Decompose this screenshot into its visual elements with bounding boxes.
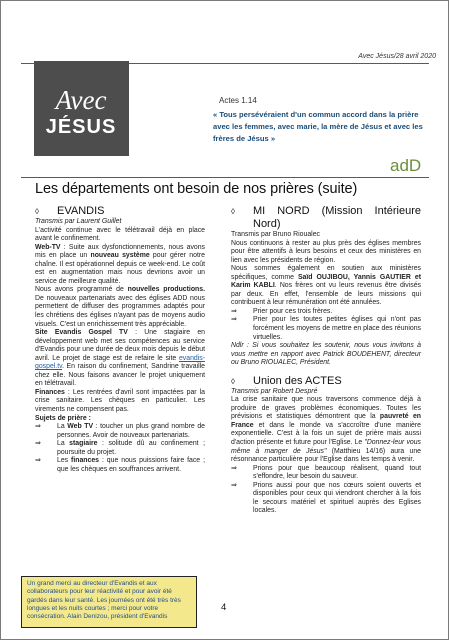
bullet-icon: ◊ bbox=[35, 207, 39, 216]
page-title: Les départements ont besoin de nos prières (suite) bbox=[35, 181, 358, 197]
thanks-box: Un grand merci au directeur d'Evandis et aux collaborateurs pour leur réactivité et pour avoir été gardés dans leur santé. Les journées ont été très très longues et les nuits courtes ; merci pour votre consécration. Alain Denizou, président d'Evandis bbox=[21, 576, 197, 628]
bullet-icon: ◊ bbox=[231, 207, 235, 216]
mi-nord-p1: Nous continuons à rester au plus près des églises membres pour être attentifs à leurs besoins et ceux des ministères en lien avec les présidents de région. bbox=[231, 239, 421, 264]
left-column bbox=[35, 205, 205, 474]
evandis-heading bbox=[35, 205, 205, 218]
evandis-p4: Site Evandis Gospel TV : Une stagiaire en développement web met ses compétences au service d'Evandis pour une durée de deux mois depuis le début avril. Le projet de stage est de refaire le site evandis-gospel.tv. En raison du confinement, Sandrine travaille chez elle. Nous faisons avancer le projet uniquement en télétravail. bbox=[35, 329, 205, 388]
mi-nord-item-2: ⇒ Prier pour les toutes petites églises qui n'ont pas forcément les moyens de mettre en place des réunions virtuelles. bbox=[231, 316, 421, 341]
union-item-2: ⇒ Prions aussi pour que nos cœurs soient ouverts et disponibles pour ceux qui viendront chercher à la fois le secours matériel et spirituel auprès des Eglises locales. bbox=[231, 481, 421, 515]
mi-nord-heading bbox=[231, 205, 421, 231]
arrow-icon: ⇒ bbox=[231, 316, 237, 324]
evandis-item-2: ⇒ La stagiaire : solitude dû au confinement ; poursuite du projet. bbox=[35, 440, 205, 456]
evandis-p3: Nous avons programmé de nouvelles productions. De nouveaux partenariats avec des églises ADD nous permettent de diffuser des programmes adaptés pour les chrétiens des églises n'ayant pas de moyens audio visuels. C'est un enrichissement très appréciable. bbox=[35, 286, 205, 328]
verse-text: « Tous persévéraient d'un commun accord dans la prière avec les femmes, avec marie, la mère de Jésus et avec les frères de Jésus » bbox=[213, 110, 423, 143]
mi-nord-heading-text: MI NORD (Mission Intérieure Nord) bbox=[253, 205, 421, 230]
title-rule-top bbox=[21, 177, 429, 178]
union-p1: La crise sanitaire que nous traversons commence déjà à produire de graves problèmes économiques. Toutes les prévisions et statistiques démontrent que la pauvreté en France et dans le monde va s'accroître d'une manière exponentielle. C'est à la fois un sujet de prière mais aussi d'action présente et future pour l'Eglise. Le "Donnez-leur vous même à manger de Jésus" (Matthieu 14/16) aura une résonnance particulière pour l'Eglise dans les temps à venir. bbox=[231, 396, 422, 464]
avec-jesus-logo-graphic bbox=[34, 61, 129, 156]
mi-nord-note: Ndlr : Si vous souhaitez les soutenir, nous vous invitons à vous mettre en rapport avec Patrick BOUDEHENT, directeur ou Bruno RIOUALEC, Président. bbox=[231, 342, 421, 367]
evandis-subjects-label: Sujets de prière : bbox=[35, 414, 91, 422]
mi-nord-transmis: Transmis par Bruno Rioualec bbox=[231, 231, 320, 238]
avec-jesus-logo bbox=[34, 61, 129, 156]
evandis-transmis: Transmis par Laurent Guillet bbox=[35, 218, 122, 225]
header-date: Avec Jésus/28 avril 2020 bbox=[358, 53, 436, 60]
arrow-icon: ⇒ bbox=[231, 307, 237, 315]
evandis-p1: L'activité continue avec le télétravail déjà en place avant le confinement. bbox=[35, 226, 205, 243]
add-logo-text: adD bbox=[390, 156, 422, 175]
arrow-icon: ⇒ bbox=[35, 423, 41, 431]
union-heading-text: Union des ACTES bbox=[253, 374, 342, 387]
evandis-site-link[interactable]: evandis-gospel.tv bbox=[35, 354, 205, 371]
arrow-icon: ⇒ bbox=[231, 481, 237, 489]
right-column bbox=[231, 205, 421, 516]
logo-text-jesus: JÉSUS bbox=[45, 116, 117, 138]
evandis-p2: Web-TV : Suite aux dysfonctionnements, nous avons mis en place un nouveau système pour gérer notre chaîne. Il est opérationnel depuis ce week-end. Le coût est en augmentation mais nous devrions avoir un service de meilleure qualité. bbox=[35, 243, 205, 285]
evandis-item-1: ⇒ La Web TV : toucher un plus grand nombre de personnes. Avoir de nouveaux partenariats. bbox=[35, 423, 205, 439]
mi-nord-item-1: ⇒ Prier pour ces trois frères. bbox=[231, 307, 333, 315]
arrow-icon: ⇒ bbox=[231, 464, 237, 472]
union-transmis: Transmis par Robert Despré bbox=[231, 387, 318, 395]
union-heading bbox=[231, 375, 421, 388]
arrow-icon: ⇒ bbox=[35, 440, 41, 448]
union-item-1: ⇒ Prions pour que beaucoup réalisent, quand tout s'effondre, leur besoin du sauveur. bbox=[231, 464, 421, 481]
evandis-p5: Finances : Les rentrées d'avril sont impactées par la crise sanitaire. Les chèques en particulier. Les virements ne compensent pas. bbox=[35, 388, 205, 414]
verse-reference: Actes 1.14 bbox=[219, 96, 257, 105]
logo-text-avec: Avec bbox=[55, 85, 107, 115]
evandis-item-3: ⇒ Les finances : que nous puissions faire face ; que les chèques en souffrances arrivent. bbox=[35, 457, 205, 473]
add-brand-logo bbox=[389, 155, 429, 175]
add-logo-graphic bbox=[389, 155, 429, 175]
evandis-heading-text: EVANDIS bbox=[57, 205, 105, 217]
page-number: 4 bbox=[221, 602, 227, 613]
mi-nord-p2: Nous sommes également en soutien aux ministères spécifiques, comme Saïd OUJIBOU, Yannis GAUTIER et Karim KABLI. Nos frères ont vu leurs revenus être divisés par deux. En effet, l'ensemble de leurs missions qui contribuent à leur rémunération ont été annulées. bbox=[231, 265, 422, 307]
arrow-icon: ⇒ bbox=[35, 457, 41, 465]
bullet-icon: ◊ bbox=[231, 376, 235, 386]
